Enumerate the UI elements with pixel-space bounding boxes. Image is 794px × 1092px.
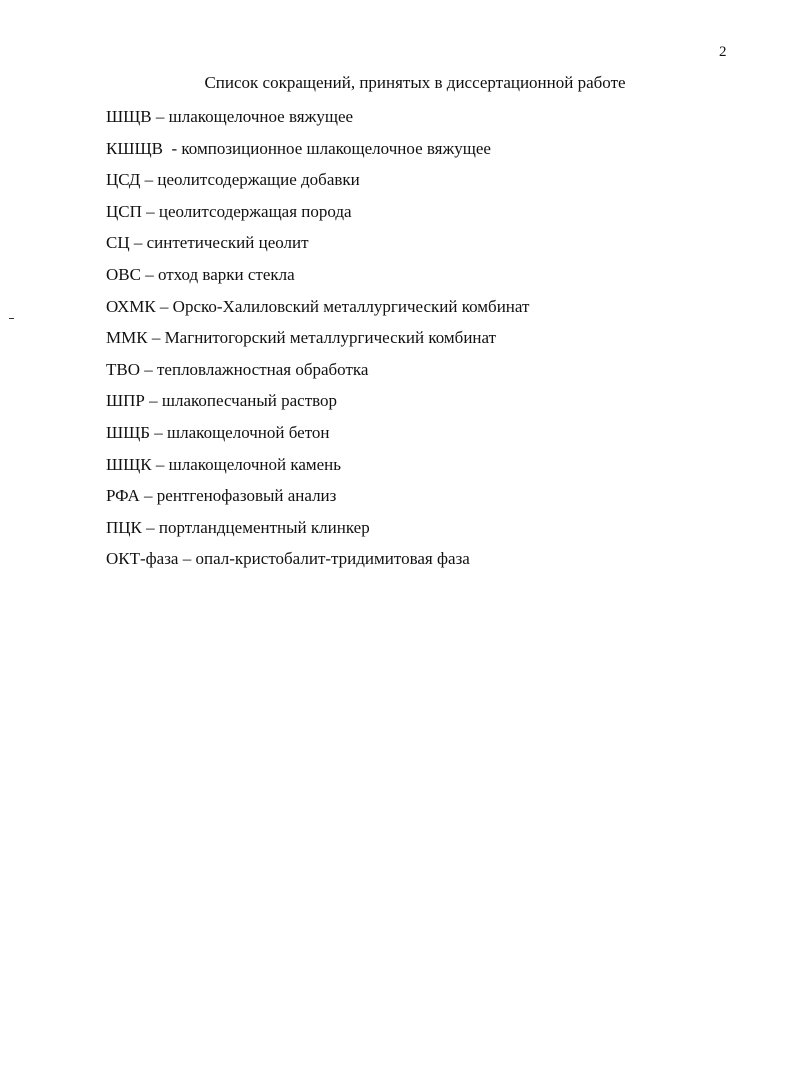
abbreviation-item: КШЩВ - композиционное шлакощелочное вяжущее <box>106 138 491 158</box>
abbreviation-item: ШЩВ – шлакощелочное вяжущее <box>106 107 354 126</box>
abbreviation-item: ОКТ-фаза – опал-кристобалит-тридимитовая фаза <box>106 549 470 569</box>
abbreviation-item: ШПР – шлакопесчаный раствор <box>106 391 338 411</box>
abbreviation-item: СЦ – синтетический цеолит <box>106 233 309 253</box>
abbreviation-item: ОХМК – Орско-Халиловский металлургический комбинат <box>106 296 530 316</box>
page-title: Список сокращений, принятых в диссертационной работе <box>204 73 626 92</box>
abbreviation-item: ММК – Магнитогорский металлургический комбинат <box>106 328 497 348</box>
abbreviation-item: ШЩК – шлакощелочной камень <box>106 454 342 474</box>
abbreviation-list <box>106 104 529 578</box>
abbreviation-item: ЦСД – цеолитсодержащие добавки <box>106 170 360 190</box>
abbreviation-item: ТВО – тепловлажностная обработка <box>106 359 369 379</box>
abbreviation-item: ШЩБ – шлакощелочной бетон <box>106 422 330 442</box>
abbreviation-item: ОВС – отход варки стекла <box>106 264 295 284</box>
abbreviation-item: РФА – рентгенофазовый анализ <box>106 486 337 506</box>
page-number: 2 <box>719 44 727 60</box>
abbreviation-item: ЦСП – цеолитсодержащая порода <box>106 201 352 221</box>
abbreviation-item: ПЦК – портландцементный клинкер <box>106 517 370 537</box>
margin-mark <box>9 318 14 319</box>
